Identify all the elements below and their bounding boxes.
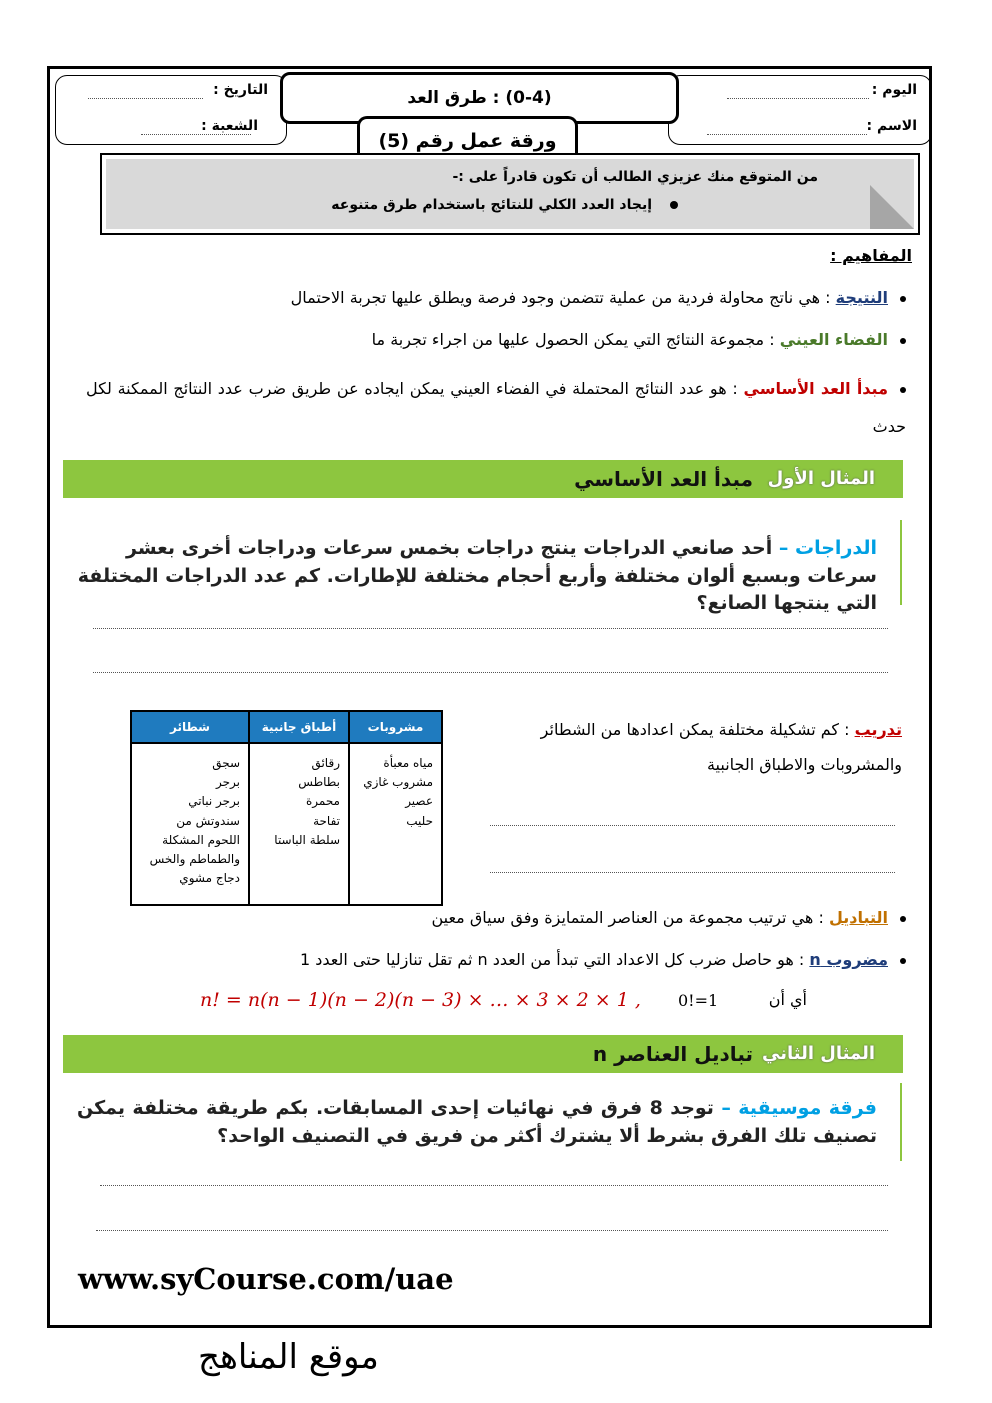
example1-text-block (77, 535, 877, 618)
page-fold-icon (870, 185, 914, 229)
answer-line[interactable] (93, 628, 888, 629)
header-drinks: مشروبات (349, 711, 442, 743)
objective-item: إيجاد العدد الكلي للنتائج باستخدام طرق متنوعه (331, 197, 678, 213)
factorial-term: مضروب n (809, 950, 888, 969)
name-field[interactable] (707, 134, 867, 135)
example2-title: تباديل العناصر n (592, 1042, 753, 1066)
permutations-term: التباديل (828, 908, 888, 927)
factorial-text: : هو حاصل ضرب كل الاعداد التي تبدأ من العدد n ثم تقل تنازليا حتى العدد 1 (299, 950, 805, 969)
training-label: تدريب (854, 720, 902, 739)
permutations-text: : هي ترتيب مجموعة من العناصر المتمايزة وفق سياق معين (431, 908, 824, 927)
training-block (482, 712, 902, 782)
bullet-icon (900, 916, 906, 922)
day-field[interactable] (727, 98, 869, 99)
list-item: بطاطس (298, 775, 340, 790)
example1-side-bar (900, 520, 902, 605)
list-item: محمرة (305, 794, 340, 809)
concept-factorial (86, 948, 906, 972)
list-item: سلطة الباستا (274, 832, 340, 847)
bullet-icon (670, 201, 678, 209)
list-item: برجر (216, 775, 240, 790)
example1-text: أحد صانعي الدراجات ينتج دراجات بخمس سرعات ودراجات أخرى بعشر سرعات وبسبع ألوان مختلفة وأربع أحجام مختلفة للإطارات. كم عدد الدراجات المختلفة التي ينتجها الصانع؟ (77, 537, 877, 615)
example2-banner (63, 1035, 903, 1073)
name-label: الاسم : (866, 118, 917, 134)
worksheet-title: ورقة عمل رقم (5) (378, 130, 557, 152)
factorial-ie: أي أن (768, 990, 807, 1009)
section-field[interactable] (141, 134, 251, 135)
list-item: مشروب غازي (363, 775, 433, 790)
example1-title: مبدأ العد الأساسي (574, 467, 753, 491)
header-sandwiches: شطائر (131, 711, 249, 743)
list-item: عصير (405, 794, 433, 809)
list-item: دجاج مشوي (179, 871, 240, 886)
concepts-title: المفاهيم : (830, 246, 912, 265)
bullet-icon (900, 387, 906, 393)
example2-keyword: فرقة موسيقية – (721, 1097, 877, 1119)
list-item: سندوتش من (176, 813, 240, 828)
list-item: مياه معبأة (383, 756, 433, 770)
training-text: : كم تشكيلة مختلفة يمكن اعدادها من الشطائر والمشروبات والاطباق الجانبية (540, 720, 902, 775)
zero-factorial: 0!=1 (678, 991, 719, 1010)
example2-text-block (77, 1095, 877, 1150)
day-name-box (668, 75, 932, 145)
date-label: التاريخ : (213, 82, 268, 98)
factorial-formula: n! = n(n − 1)(n − 2)(n − 3) × … × 3 × 2 × 1 , (200, 989, 641, 1011)
counting-principle-text: : هو عدد النتائج المحتملة في الفضاء العيني يمكن ايجاده عن طريق ضرب عدد النتائج الممكنة لكل حدث (86, 379, 906, 436)
example2-label: المثال الثاني (762, 1043, 875, 1064)
concept-counting-principle (86, 370, 906, 445)
example1-label: المثال الأول (767, 468, 875, 489)
sample-space-text: : مجموعة النتائج التي يمكن الحصول عليها من اجراء تجربة ما (371, 330, 775, 349)
answer-line[interactable] (490, 825, 895, 826)
outcome-term: النتيجة (835, 288, 888, 307)
list-item: حليب (406, 813, 433, 828)
bullet-icon (900, 958, 906, 964)
list-item: اللحوم المشكلة (162, 832, 240, 847)
objectives-box (100, 153, 920, 235)
bullet-icon (900, 338, 906, 344)
sample-space-term: الفضاء العيني (779, 330, 888, 349)
bullet-icon (900, 296, 906, 302)
counting-principle-term: مبدأ العد الأساسي (743, 379, 888, 398)
site-name: موقع المناهج (198, 1337, 379, 1377)
example2-side-bar (900, 1083, 902, 1161)
objectives-intro: من المتوقع منك عزيزي الطالب أن تكون قادراً على :- (452, 169, 818, 185)
header-sides: أطباق جانبية (249, 711, 349, 743)
concept-outcome (86, 286, 906, 310)
day-label: اليوم : (871, 82, 917, 98)
list-item: برجر نباتي (188, 794, 240, 809)
outcome-text: : هي ناتج محاولة فردية من عملية تتضمن وجود فرصة ويطلق عليها تجربة الاحتمال (290, 288, 831, 307)
answer-line[interactable] (100, 1185, 888, 1186)
list-item: والطماطم والخس (149, 851, 240, 866)
lesson-title: (0-4) : طرق العد (407, 88, 552, 108)
list-item: رقائق (311, 756, 340, 770)
list-item: سجق (212, 756, 240, 770)
section-label: الشعبة : (201, 118, 258, 134)
answer-line[interactable] (490, 872, 895, 873)
date-section-box (55, 75, 287, 145)
site-url[interactable]: www.syCourse.com/uae (78, 1262, 454, 1296)
example1-banner (63, 460, 903, 498)
concept-permutations (86, 906, 906, 930)
answer-line[interactable] (93, 672, 888, 673)
answer-line[interactable] (96, 1230, 888, 1231)
example1-keyword: الدراجات – (778, 537, 877, 559)
date-field[interactable] (88, 98, 203, 99)
menu-table (130, 710, 443, 906)
worksheet-title-box (357, 116, 578, 155)
concept-sample-space (86, 328, 906, 352)
list-item: تفاحة (313, 813, 340, 828)
example2-text: توجد 8 فرق في نهائيات إحدى المسابقات. بكم طريقة مختلفة يمكن تصنيف تلك الفرق بشرط ألا يشترك أكثر من فريق في التصنيف الواحد؟ (77, 1097, 877, 1147)
